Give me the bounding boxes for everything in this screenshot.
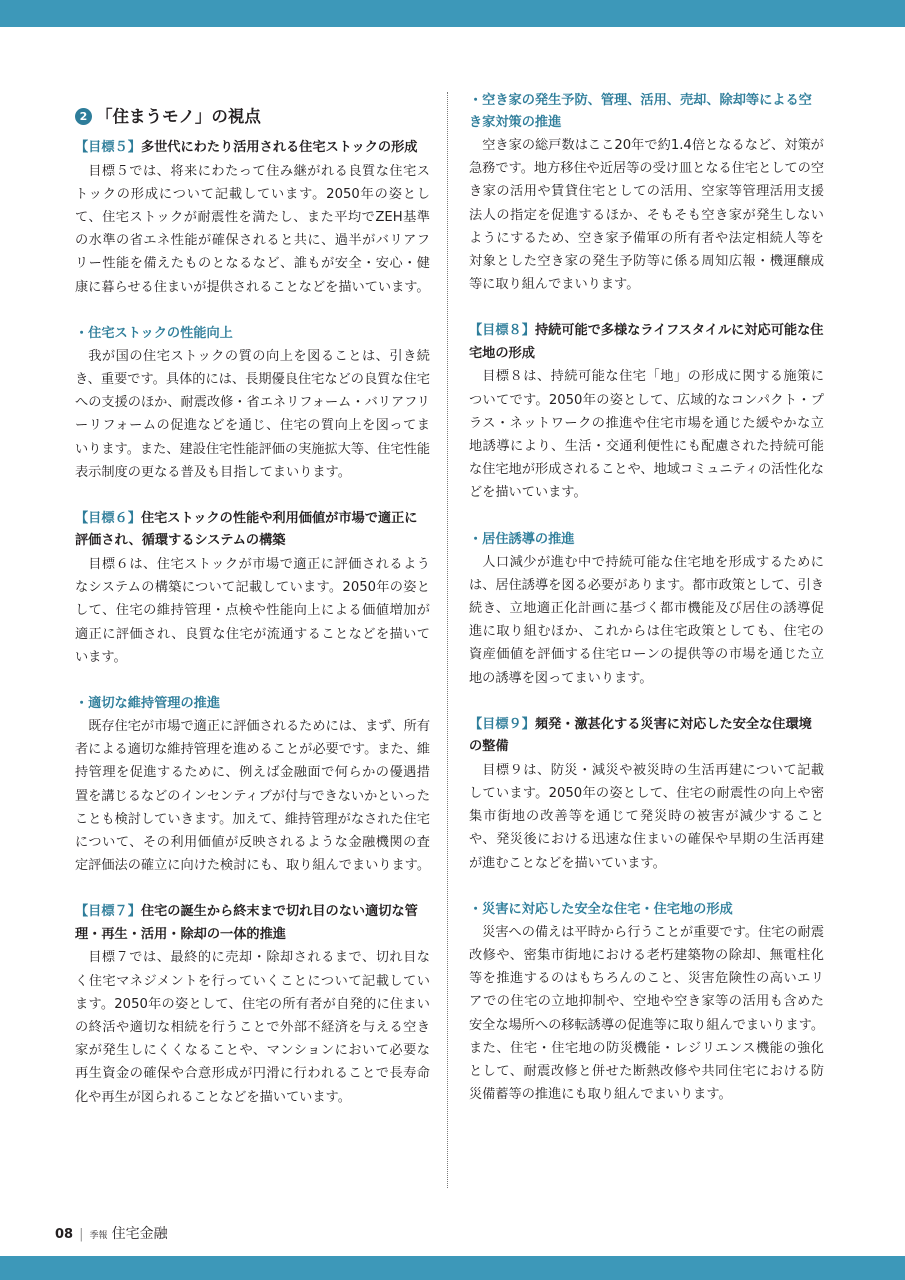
goal9-block: [469, 714, 824, 875]
goal8-tag: 【目標８】: [469, 323, 535, 339]
goal6-sub-heading: ・適切な維持管理の推進: [75, 695, 221, 711]
footer-label-small: 季報: [89, 1231, 108, 1241]
goal6-block: [75, 508, 430, 669]
goal6-title: 住宅ストックの性能や利用価値が市場で適正に評価され、循環するシステムの構築: [75, 510, 418, 549]
goal7-heading: [75, 901, 430, 946]
footer-label-big: 住宅金融: [111, 1226, 168, 1242]
section-title: [75, 105, 430, 129]
bottom-band: [0, 1256, 905, 1280]
goal7-title: 住宅の誕生から終末まで切れ目のない適切な管理・再生・活用・除却の一体的推進: [75, 904, 418, 942]
goal7-sub-heading: ・空き家の発生予防、管理、活用、売却、除却等による空き家対策の推進: [469, 93, 812, 130]
goal9-body: 目標９は、防災・減災や被災時の生活再建について記載しています。2050年の姿として、住宅の耐震性の向上や密集市街地の改善等を通じて発災時の被害が減少することや、発災後における迅速な住まいの確保や早期の生活再建が進むことなどを描いています。: [469, 762, 824, 871]
goal6-heading: [75, 508, 430, 553]
goal9-sub-heading: ・災害に対応した安全な住宅・住宅地の形成: [469, 901, 733, 917]
left-column: [75, 95, 430, 1133]
goal8-body: 目標８は、持続可能な住宅「地」の形成に関する施策についてです。2050年の姿として、広域的なコンパクト・プラス・ネットワークの推進や住宅市場を通じた緩やかな立地誘導により、生活・交通利便性にも配慮された持続可能な住宅地が形成されることや、地域コミュニティの活性化などを描いています。: [469, 369, 824, 501]
goal6-sub-block: [75, 693, 430, 877]
goal7-sub-block: [469, 90, 824, 296]
goal5-sub-heading: ・住宅ストックの性能向上: [75, 325, 233, 341]
page-number: 08: [55, 1227, 74, 1242]
goal6-sub-body: 既存住宅が市場で適正に評価されるためには、まず、所有者による適切な維持管理を進めることが必要です。また、維持管理を促進するために、例えば金融面で何らかの優遇措置を講じるなどのインセンティブが付与できないかといったことも検討していきます。加えて、維持管理がなされた住宅について、その利用価値が反映されるような金融機関の査定評価法の確立に向けた検討にも、取り組んでまいります。: [75, 718, 431, 874]
right-column: [469, 90, 824, 1131]
goal9-sub-block: [469, 899, 824, 1107]
goal8-sub-body: 人口減少が進む中で持続可能な住宅地を形成するためには、居住誘導を図る必要があります。都市政策として、引き続き、立地適正化計画に基づく都市機能及び居住の誘導促進に取り組むほか、これからは住宅政策としても、住宅の資産価値を評価する住宅ローンの提供等の市場を通じた立地の誘導を図ってまいります。: [469, 554, 824, 686]
goal7-block: [75, 901, 430, 1108]
goal9-heading: [469, 714, 824, 759]
goal5-tag: 【目標５】: [75, 140, 141, 155]
goal5-body: 目標５では、将来にわたって住み継がれる良質な住宅ストックの形成について記載しています。2050年の姿として、住宅ストックが耐震性を満たし、また平均でZEH基準の水準の省エネ性能が確保されると共に、過半がバリアフリー性能を備えたものとなるなど、誰もが安全・安心・健康に暮らせる住まいが提供されることなどを描いています。: [75, 163, 430, 295]
goal9-tag: 【目標９】: [469, 716, 535, 732]
goal8-heading: [469, 320, 824, 365]
goal5-sub-body: 我が国の住宅ストックの質の向上を図ることは、引き続き、重要です。具体的には、長期優良住宅などの良質な住宅への支援のほか、耐震改修・省エネリフォーム・バリアフリーリフォームの促進などを通じ、住宅の質向上を図ってまいります。また、建設住宅性能評価の実施拡大等、住宅性能表示制度の更なる普及も目指してまいります。: [75, 348, 431, 480]
top-band: [0, 0, 905, 27]
goal6-tag: 【目標６】: [75, 510, 141, 526]
goal7-sub-body: 空き家の総戸数はここ20年で約1.4倍となるなど、対策が急務です。地方移住や近居等の受け皿となる住宅としての空き家の活用や賃貸住宅としての活用、空家等管理活用支援法人の指定を促進するほか、そもそも空き家が発生しないようにするため、空き家予備軍の所有者や法定相続人等を対象とした空き家の発生予防等に係る周知広報・機運醸成等に取り組んでまいります。: [469, 138, 825, 293]
goal7-tag: 【目標７】: [75, 904, 141, 920]
goal9-sub-body: 災害への備えは平時から行うことが重要です。住宅の耐震改修や、密集市街地における老朽建築物の除却、無電柱化等を推進するのはもちろんのこと、災害危険性の高いエリアでの住宅の立地抑制や、空地や空き家等の活用も含めた安全な場所への移転誘導の促進等に取り組んでまいります。また、住宅・住宅地の防災機能・レジリエンス機能の強化として、耐震改修と併せた断熱改修や共同住宅における防災備蓄等の推進にも取り組んでまいります。: [469, 924, 825, 1103]
goal5-title: 多世代にわたり活用される住宅ストックの形成: [140, 140, 418, 155]
goal5-sub-block: [75, 323, 430, 484]
goal5-block: [75, 137, 430, 299]
goal8-title: 持続可能で多様なライフスタイルに対応可能な住宅地の形成: [469, 323, 824, 361]
goal8-block: [469, 320, 824, 504]
column-divider: [447, 92, 448, 1188]
goal8-sub-heading: ・居住誘導の推進: [469, 531, 575, 547]
section-number-badge: 2: [75, 108, 92, 125]
goal9-title: 頻発・激甚化する災害に対応した安全な住環境の整備: [469, 716, 812, 755]
goal7-body: 目標７では、最終的に売却・除却されるまで、切れ目なく住宅マネジメントを行っていくことについて記載しています。2050年の姿として、住宅の所有者が自発的に住まいの終活や適切な相続を行うことで外部不経済を与える空き家が発生しにくくなることや、マンションにおいて必要な再生資金の確保や合意形成が円滑に行われることで長寿命化や再生が図られることなどを描いています。: [75, 950, 430, 1105]
goal5-heading: [75, 137, 430, 160]
goal6-body: 目標６は、住宅ストックが市場で適正に評価されるようなシステムの構築について記載しています。2050年の姿として、住宅の維持管理・点検や性能向上による価値増加が適正に評価され、良質な住宅が流通することなどを描いています。: [75, 556, 430, 665]
goal8-sub-block: [469, 529, 824, 690]
footer-separator: |: [79, 1227, 84, 1242]
section-title-text: 「住まうモノ」の視点: [96, 107, 261, 126]
page-footer: [55, 1224, 168, 1246]
